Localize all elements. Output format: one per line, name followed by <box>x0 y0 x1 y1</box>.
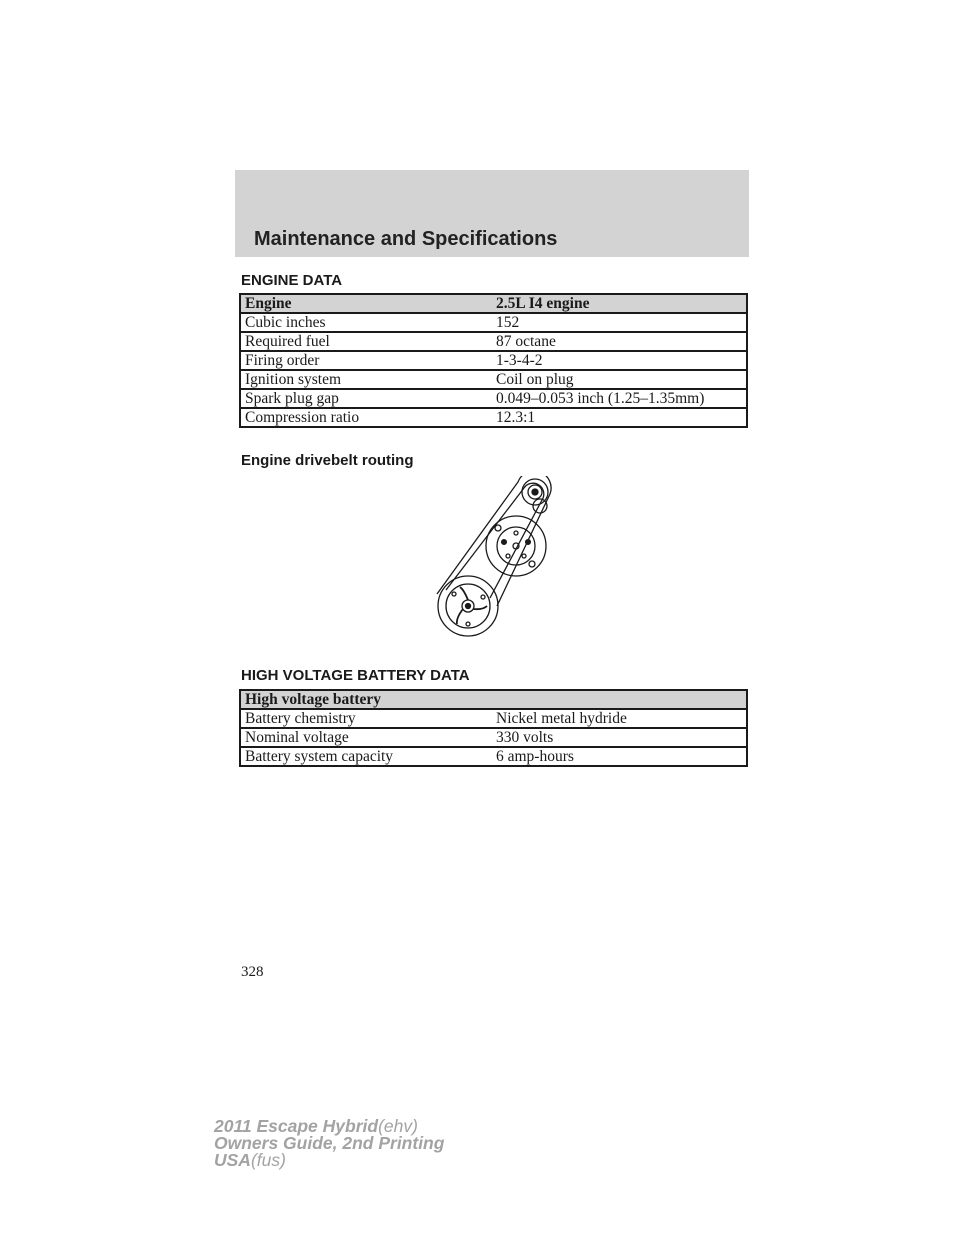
drivebelt-routing-diagram <box>432 476 562 638</box>
table-row <box>240 408 747 427</box>
footer-market: USA <box>214 1150 251 1170</box>
table-row <box>240 747 747 766</box>
table-cell: 330 volts <box>492 728 747 747</box>
table-cell: 87 octane <box>492 332 747 351</box>
section-header-band <box>235 170 749 257</box>
table-cell: 6 amp-hours <box>492 747 747 766</box>
table-cell: Required fuel <box>240 332 492 351</box>
belt-outer-right <box>497 494 550 606</box>
table-cell: Battery chemistry <box>240 709 492 728</box>
footer-market-code: (fus) <box>250 1150 286 1170</box>
table-cell: Compression ratio <box>240 408 492 427</box>
table-row <box>240 313 747 332</box>
table-cell: Firing order <box>240 351 492 370</box>
drivebelt-heading: Engine drivebelt routing <box>241 452 414 469</box>
table-cell: 1-3-4-2 <box>492 351 747 370</box>
table-header-cell: High voltage battery <box>240 690 747 709</box>
table-row <box>240 709 747 728</box>
engine-data-table <box>239 293 748 428</box>
engine-data-heading: ENGINE DATA <box>241 272 343 289</box>
footer-edition: Owners Guide, 2nd Printing <box>214 1133 445 1153</box>
table-header-row <box>240 294 747 313</box>
page-number: 328 <box>241 964 264 980</box>
table-header-row <box>240 690 747 709</box>
table-cell: 12.3:1 <box>492 408 747 427</box>
table-cell: Nickel metal hydride <box>492 709 747 728</box>
battery-data-heading: HIGH VOLTAGE BATTERY DATA <box>241 667 470 684</box>
footer-model: 2011 Escape Hybrid <box>214 1116 379 1136</box>
table-cell: Battery system capacity <box>240 747 492 766</box>
section-title: Maintenance and Specifications <box>254 228 558 250</box>
document-footer <box>214 1118 444 1169</box>
table-header-cell: 2.5L I4 engine <box>492 294 747 313</box>
table-cell: Nominal voltage <box>240 728 492 747</box>
table-cell: Coil on plug <box>492 370 747 389</box>
table-row <box>240 332 747 351</box>
table-row <box>240 389 747 408</box>
table-cell: 152 <box>492 313 747 332</box>
table-cell: Spark plug gap <box>240 389 492 408</box>
table-row <box>240 351 747 370</box>
table-cell: Cubic inches <box>240 313 492 332</box>
table-cell: Ignition system <box>240 370 492 389</box>
footer-model-code: (ehv) <box>378 1116 418 1136</box>
table-header-cell: Engine <box>240 294 492 313</box>
table-row <box>240 728 747 747</box>
table-row <box>240 370 747 389</box>
table-cell: 0.049–0.053 inch (1.25–1.35mm) <box>492 389 747 408</box>
battery-data-table <box>239 689 748 767</box>
